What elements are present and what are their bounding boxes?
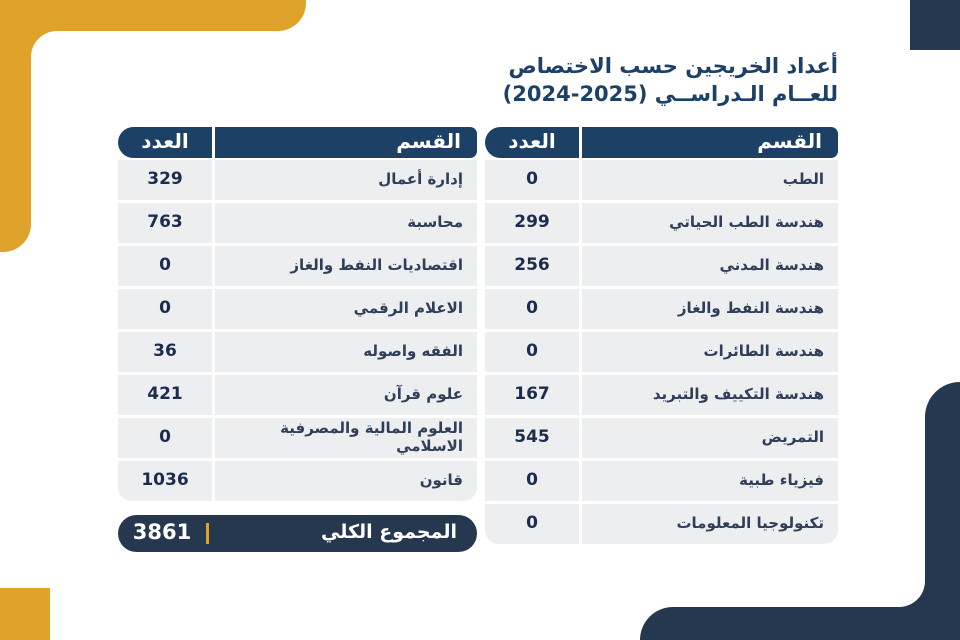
table-row — [118, 375, 477, 415]
count-cell — [485, 160, 579, 200]
department-label: العلوم المالية والمصرفية الاسلامي — [280, 419, 463, 455]
department-label: هندسة التكييف والتبريد — [652, 385, 824, 403]
count-value: 421 — [147, 384, 183, 404]
count-cell — [118, 375, 212, 415]
header-divider — [212, 127, 215, 158]
count-cell — [485, 504, 579, 544]
table-row — [485, 203, 838, 243]
count-value: 0 — [159, 255, 171, 275]
department-cell — [582, 203, 838, 243]
top-left-gold-band-horizontal — [0, 0, 306, 31]
table-row — [485, 418, 838, 458]
table-rows — [485, 160, 838, 544]
count-cell — [118, 461, 212, 501]
count-value: 0 — [526, 298, 538, 318]
department-cell — [582, 332, 838, 372]
count-value: 0 — [159, 427, 171, 447]
department-cell — [215, 289, 477, 329]
count-cell — [118, 246, 212, 286]
grand-total-label: المجموع الكلي — [321, 521, 457, 543]
count-value: 329 — [147, 169, 183, 189]
table-header — [118, 127, 477, 158]
table-row — [485, 246, 838, 286]
graduates-table-left — [118, 127, 477, 501]
top-right-navy-square — [910, 0, 960, 50]
header-count-label: العدد — [141, 129, 189, 153]
department-label: الاعلام الرقمي — [353, 299, 463, 317]
department-label: هندسة الطب الحياتي — [669, 213, 824, 231]
count-cell — [485, 246, 579, 286]
table-row — [485, 332, 838, 372]
department-label: التمريض — [761, 428, 824, 446]
table-row — [118, 418, 477, 458]
department-cell — [215, 160, 477, 200]
department-cell — [582, 160, 838, 200]
department-label: هندسة النفط والغاز — [677, 299, 824, 317]
department-label: إدارة أعمال — [378, 170, 463, 188]
table-row — [118, 203, 477, 243]
count-value: 36 — [153, 341, 177, 361]
grand-total-bar — [118, 515, 477, 552]
table-row — [118, 246, 477, 286]
count-value: 0 — [526, 470, 538, 490]
department-cell — [582, 418, 838, 458]
department-label: اقتصاديات النفط والغاز — [290, 256, 463, 274]
department-cell — [582, 461, 838, 501]
department-label: الفقه واصوله — [363, 342, 463, 360]
bottom-right-navy-band-horizontal — [640, 607, 960, 640]
count-value: 545 — [514, 427, 550, 447]
department-cell — [215, 203, 477, 243]
table-header — [485, 127, 838, 158]
table-row — [485, 461, 838, 501]
department-label: هندسة الطائرات — [703, 342, 824, 360]
page-title — [503, 52, 838, 108]
page-title-line1: أعداد الخريجين حسب الاختصاص — [508, 54, 838, 78]
table-rows — [118, 160, 477, 501]
count-cell — [118, 332, 212, 372]
department-label: علوم قرآن — [383, 385, 463, 403]
header-count-cell — [485, 127, 579, 158]
count-value: 0 — [526, 169, 538, 189]
count-cell — [118, 203, 212, 243]
count-cell — [485, 289, 579, 329]
department-cell — [582, 375, 838, 415]
count-cell — [485, 461, 579, 501]
header-department-cell — [215, 127, 477, 158]
department-cell — [215, 246, 477, 286]
table-row — [485, 160, 838, 200]
graduates-table-right — [485, 127, 838, 544]
department-label: الطب — [782, 170, 824, 188]
department-cell — [215, 332, 477, 372]
table-row — [118, 289, 477, 329]
header-count-cell — [118, 127, 212, 158]
department-cell — [215, 418, 477, 458]
department-label: تكنولوجيا المعلومات — [676, 514, 824, 532]
grand-total-divider — [206, 523, 209, 544]
table-row — [485, 375, 838, 415]
table-row — [118, 332, 477, 372]
bottom-right-corner-fillet — [899, 581, 925, 607]
table-row — [118, 160, 477, 200]
count-value: 0 — [526, 513, 538, 533]
grand-total-value: 3861 — [132, 520, 192, 544]
department-label: فيزياء طبية — [739, 471, 824, 489]
count-cell — [485, 418, 579, 458]
count-cell — [118, 160, 212, 200]
count-cell — [118, 418, 212, 458]
count-value: 1036 — [141, 470, 189, 490]
bottom-right-navy-band-vertical — [925, 382, 960, 640]
department-cell — [582, 504, 838, 544]
count-cell — [485, 375, 579, 415]
department-cell — [215, 461, 477, 501]
count-value: 763 — [147, 212, 183, 232]
department-label: محاسبة — [407, 213, 463, 231]
header-department-label: القسم — [396, 129, 461, 153]
table-row — [118, 461, 477, 501]
top-left-gold-band-vertical — [0, 0, 31, 252]
department-cell — [215, 375, 477, 415]
page-title-line2: للعــام الـدراســي (2025-2024) — [502, 82, 838, 106]
top-left-corner-fillet — [31, 31, 57, 57]
header-department-label: القسم — [757, 129, 822, 153]
count-cell — [485, 203, 579, 243]
count-value: 299 — [514, 212, 550, 232]
header-count-label: العدد — [508, 129, 556, 153]
department-cell — [582, 289, 838, 329]
department-cell — [582, 246, 838, 286]
header-divider — [579, 127, 582, 158]
count-value: 0 — [526, 341, 538, 361]
table-row — [485, 289, 838, 329]
count-cell — [118, 289, 212, 329]
header-department-cell — [582, 127, 838, 158]
table-row — [485, 504, 838, 544]
count-value: 167 — [514, 384, 550, 404]
count-value: 0 — [159, 298, 171, 318]
count-cell — [485, 332, 579, 372]
department-label: هندسة المدني — [719, 256, 824, 274]
bottom-left-gold-square — [0, 588, 50, 640]
count-value: 256 — [514, 255, 550, 275]
department-label: قانون — [419, 471, 463, 489]
